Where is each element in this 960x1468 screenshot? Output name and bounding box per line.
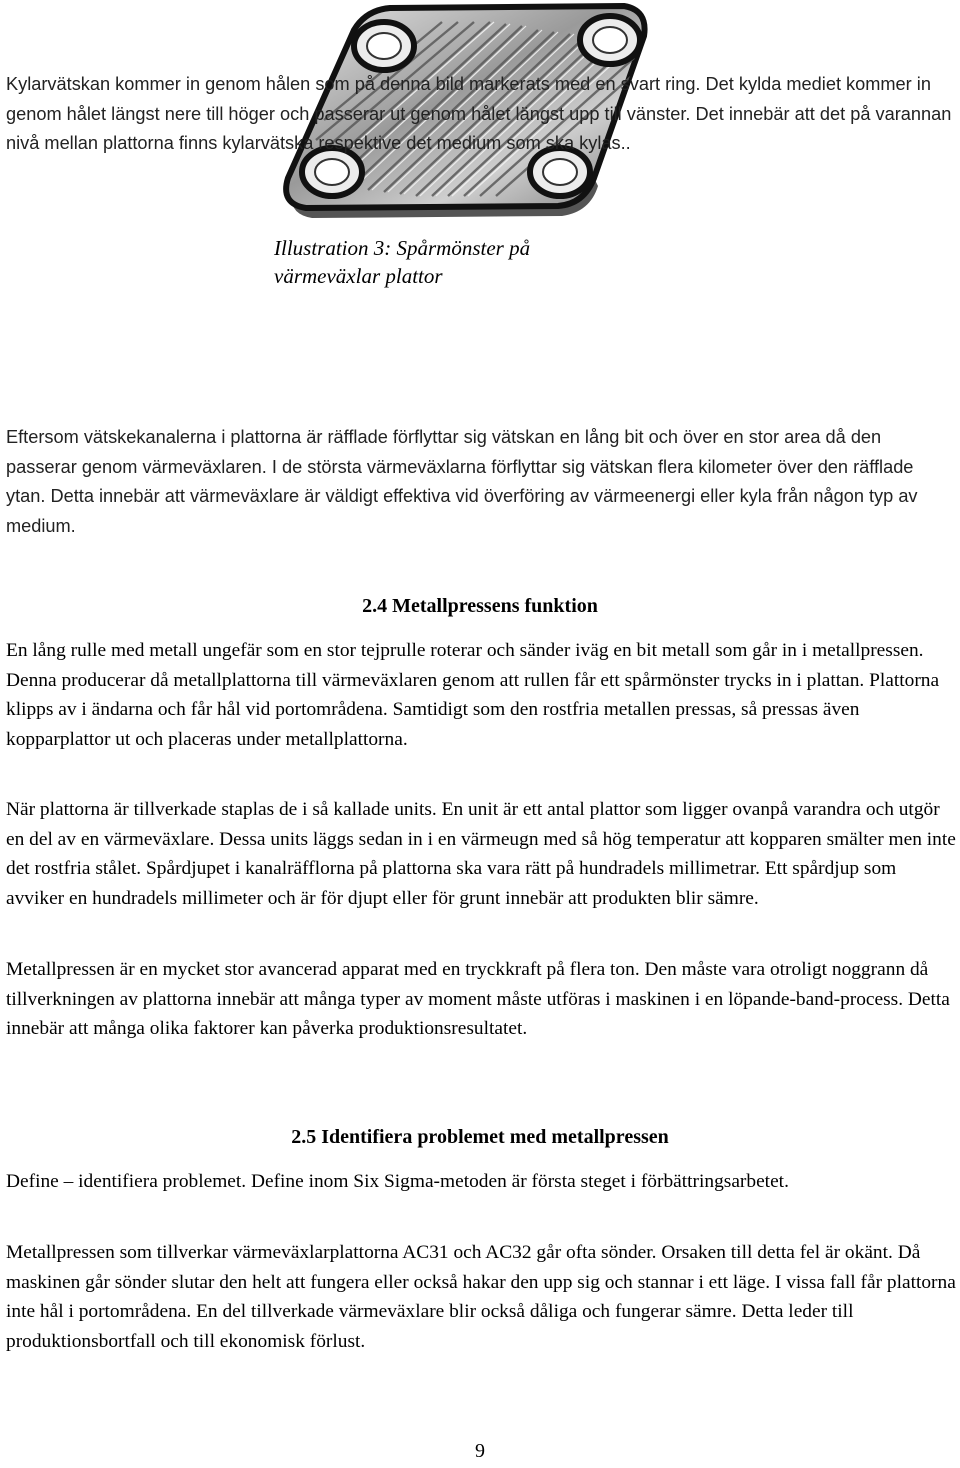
- paragraph-define: Define – identifiera problemet. Define inom Six Sigma-metoden är första steget i förbättringsarbetet.: [6, 1171, 789, 1192]
- section-heading-2-5: 2.5 Identifiera problemet med metallpressen: [291, 1126, 669, 1148]
- paragraph-problem: Metallpressen som tillverkar värmeväxlarplattorna AC31 och AC32 går ofta sönder. Orsaken till detta fel är okänt. Då maskinen går sönder slutar den helt att fungera eller också hakar den upp sig och stannar i ett läge. I vissa fall får plattorna inte hål i portområdena. En del tillverkade värmeväxlare blir också dåliga och fungerar sämre. Detta leder till produktionsbortfall och till ekonomisk förlust.: [6, 1242, 956, 1352]
- paragraph-coolant: Kylarvätskan kommer in genom hålen som på denna bild markerats med en svart ring. Det kylda mediet kommer in genom hålet längst nere till höger och passerar ut genom hålet längst upp till vänster. Det innebär att det på varannan nivå mellan plattorna finns kylarvätska respektive det medium som ska kylas..: [6, 74, 952, 154]
- section-heading-2-4: 2.4 Metallpressens funktion: [362, 595, 598, 617]
- paragraph-metal-roll: En lång rulle med metall ungefär som en stor tejprulle roterar och sänder iväg en bit metall som går in i metallpressen. Denna producerar då metallplattorna till värmeväxlaren genom att rullen får ett spårmönster trycks in i plattan. Plattorna klipps av i ändarna och får hål vid portområdena. Samtidigt som den rostfria metallen pressas, så pressas även kopparplattor ut och placeras under metallplattorna.: [6, 640, 940, 750]
- paragraph-channels: Eftersom vätskekanalerna i plattorna är räfflade förflyttar sig vätskan en lång bit och över en stor area då den passerar genom värmeväxlaren. I de största värmeväxlarna förflyttar sig vätskan flera kilometer över den räfflade ytan. Detta innebär att värmeväxlare är väldigt effektiva vid överföring av värmeenergi eller kyla från någon typ av medium.: [6, 427, 918, 536]
- paragraph-units: När plattorna är tillverkade staplas de i så kallade units. En unit är ett antal plattor som ligger ovanpå varandra och utgör en del av en värmeväxlare. Dessa units läggs sedan in i en värmeugn med så hög temperatur att kopparen smälter men inte det rostfria stålet. Spårdjupet i kanalräfflorna på plattorna ska vara rätt på hundradels millimetrar. Ett spårdjup som avviker en hundradels millimeter och är för djupt eller för grunt innebär att produkten blir sämre.: [6, 799, 956, 909]
- caption-line-2: värmeväxlar plattor: [274, 264, 443, 288]
- caption-line-1: Illustration 3: Spårmönster på: [274, 236, 531, 260]
- paragraph-press: Metallpressen är en mycket stor avancerad apparat med en tryckkraft på flera ton. Den måste vara otroligt noggrann då tillverkningen av plattorna innebär att många typer av moment måste utföras i maskinen i en löpande-band-process. Detta innebär att många olika faktorer kan påverka produktionsresultatet.: [6, 959, 950, 1040]
- page-number: 9: [475, 1440, 485, 1462]
- figure-caption: [274, 234, 654, 290]
